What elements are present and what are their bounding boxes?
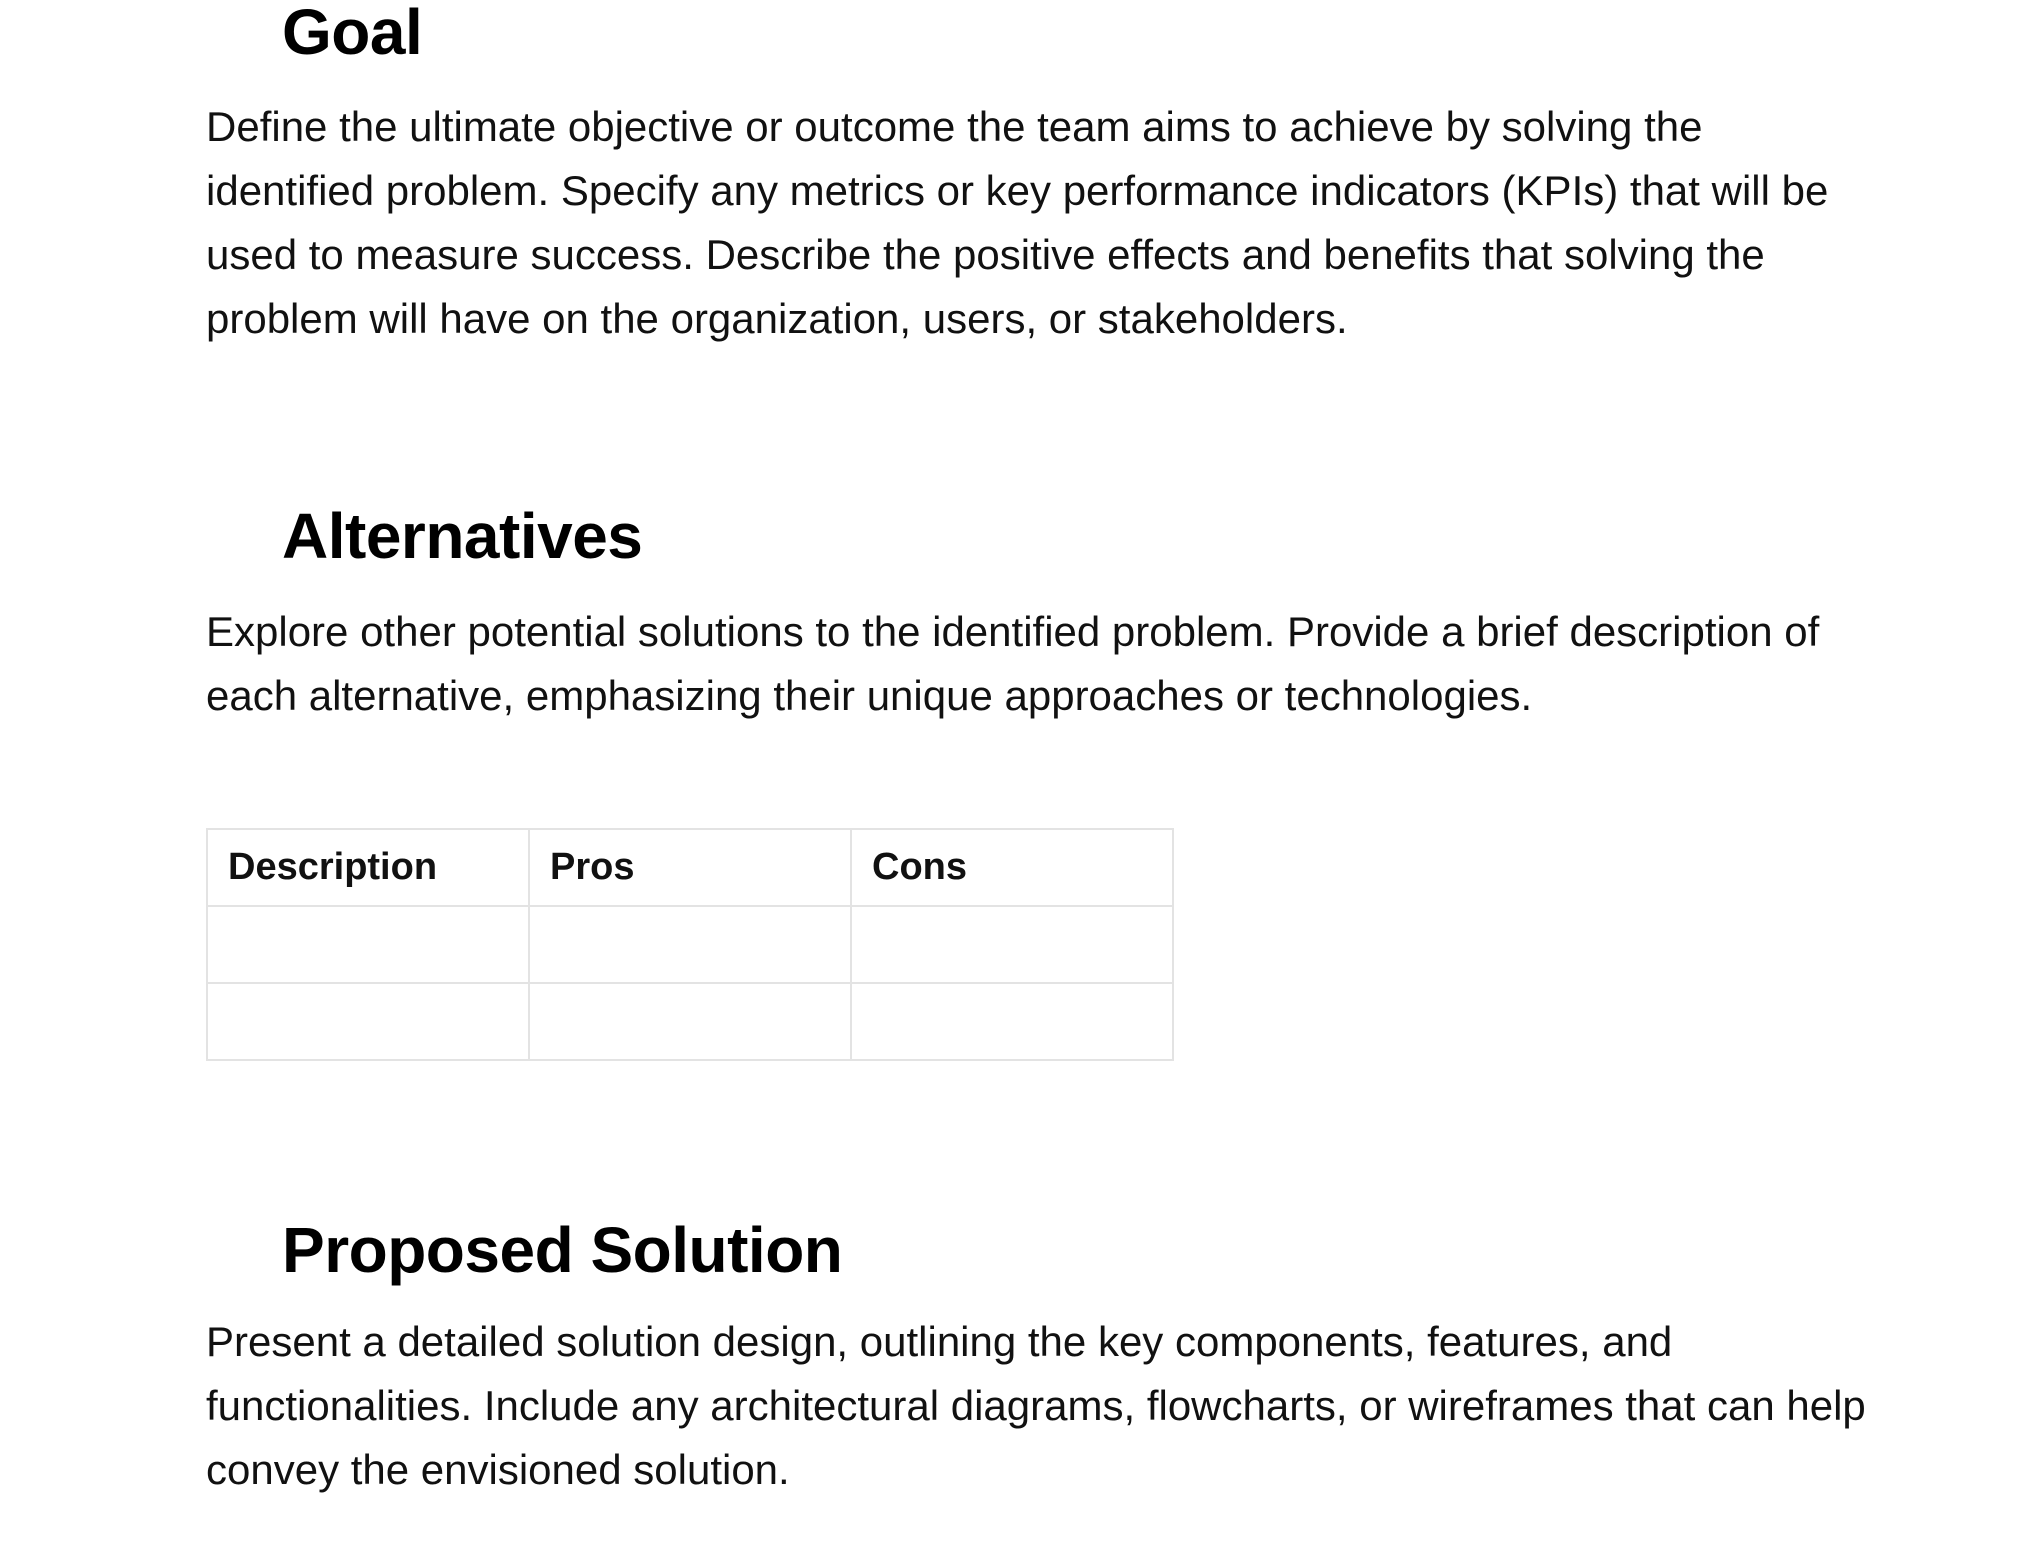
table-header-row: [207, 829, 1173, 906]
proposed-solution-paragraph[interactable]: Present a detailed solution design, outlining the key components, features, and functionalities. Include any architectural diagrams, flowcharts, or wireframes that can help convey the envisioned solution.: [206, 1318, 1866, 1493]
alternatives-paragraph[interactable]: Explore other potential solutions to the identified problem. Provide a brief description of each alternative, emphasizing their unique approaches or technologies.: [206, 608, 1820, 719]
table-header-description[interactable]: Description: [207, 829, 529, 906]
table-cell[interactable]: [851, 906, 1173, 983]
table-row: [207, 983, 1173, 1060]
table-cell[interactable]: [207, 906, 529, 983]
alternatives-heading: Alternatives: [282, 500, 643, 572]
goal-heading: Goal: [282, 0, 423, 68]
table-cell[interactable]: [207, 983, 529, 1060]
table-cell[interactable]: [851, 983, 1173, 1060]
table-row: [207, 906, 1173, 983]
goal-paragraph[interactable]: Define the ultimate objective or outcome the team aims to achieve by solving the identified problem. Specify any metrics or key performance indicators (KPIs) that will be used to measure success. Describe the positive effects and benefits that solving the problem will have on the organization, users, or stakeholders.: [206, 103, 1829, 342]
table-cell[interactable]: [529, 983, 851, 1060]
alternatives-table: [206, 828, 1174, 1061]
table-header-cons[interactable]: Cons: [851, 829, 1173, 906]
table-header-pros[interactable]: Pros: [529, 829, 851, 906]
table-cell[interactable]: [529, 906, 851, 983]
proposed-solution-heading: Proposed Solution: [282, 1214, 843, 1286]
